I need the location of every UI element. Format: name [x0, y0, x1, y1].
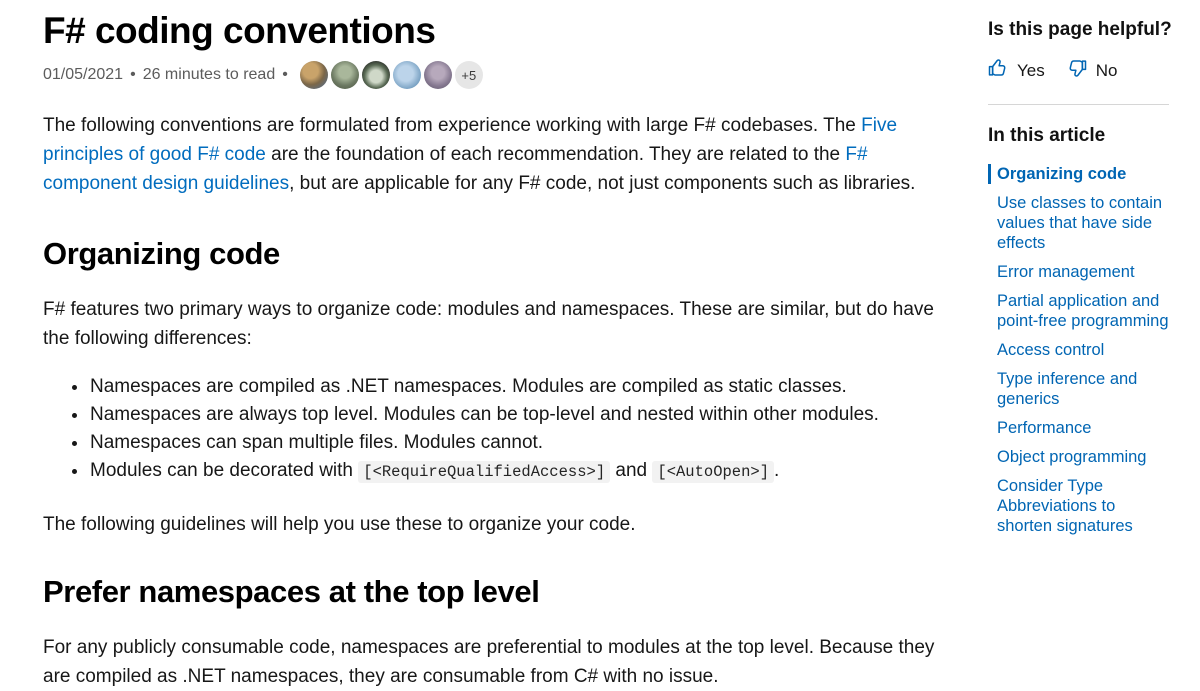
heading-prefer-namespaces: Prefer namespaces at the top level [43, 574, 540, 609]
link-component-design-guidelines[interactable]: F# component design guidelines [43, 144, 868, 194]
thumbs-up-icon [988, 58, 1008, 83]
list-item-text: Modules can be decorated with [90, 460, 359, 481]
intro-text: The following conventions are formulated from experience working with large F# codebases. The [43, 115, 862, 136]
meta-separator: • [282, 66, 288, 83]
feedback-yes-button[interactable] [988, 58, 1045, 83]
toc-title: In this article [988, 125, 1106, 146]
contributor-avatar[interactable] [424, 61, 452, 89]
intro-text: are the foundation of each recommendation. They are related to the [265, 144, 846, 165]
feedback-no-label: No [1095, 60, 1118, 80]
sidebar-divider [988, 104, 1169, 105]
contributor-avatar[interactable] [362, 61, 390, 89]
publish-date: 01/05/2021 [43, 66, 124, 83]
toc-item-type-abbreviations[interactable]: Consider Type Abbreviations to shorten signatures [997, 477, 1133, 535]
feedback-buttons [988, 58, 1174, 83]
toc-list [988, 164, 1174, 536]
contributor-avatars [300, 61, 483, 89]
code-require-qualified-access: [<RequireQualifiedAccess>] [358, 461, 610, 483]
organizing-code-paragraph: F# features two primary ways to organize code: modules and namespaces. These are similar, but do have the following differences: [43, 299, 934, 349]
prefer-namespaces-paragraph: For any publicly consumable code, namespaces are preferential to modules at the top level. Because they are compiled as .NET namespaces, they are consumable from C# with no issue. [43, 637, 935, 687]
differences-list [43, 373, 936, 486]
read-time: 26 minutes to read [142, 66, 276, 83]
toc-item-access-control[interactable]: Access control [997, 341, 1105, 359]
list-item [89, 457, 936, 486]
list-item-text: and [610, 460, 653, 481]
page-title: F# coding conventions [43, 10, 436, 51]
contributor-avatar[interactable] [300, 61, 328, 89]
more-contributors-badge[interactable]: +5 [455, 61, 483, 89]
intro-paragraph [43, 111, 936, 198]
toc-item-use-classes[interactable]: Use classes to contain values that have side effects [997, 194, 1163, 252]
link-five-principles[interactable]: Five principles of good F# code [43, 115, 898, 165]
right-sidebar [988, 18, 1174, 545]
toc-item-error-management[interactable]: Error management [997, 263, 1135, 281]
list-item: • Namespaces are compiled as .NET namespaces. Modules are compiled as static classes. [89, 373, 936, 401]
code-auto-open: [<AutoOpen>] [652, 461, 774, 483]
meta-separator: • [130, 66, 136, 83]
article-content [43, 8, 936, 691]
contributor-avatar[interactable] [331, 61, 359, 89]
thumbs-down-icon [1067, 58, 1087, 83]
toc-item-performance[interactable]: Performance [997, 419, 1092, 437]
list-item-text: . [774, 460, 780, 481]
feedback-no-button[interactable] [1067, 58, 1118, 83]
guidelines-paragraph: The following guidelines will help you use these to organize your code. [43, 514, 636, 535]
article-meta [43, 60, 936, 90]
heading-organizing-code: Organizing code [43, 236, 280, 271]
intro-text: , but are applicable for any F# code, not just components such as libraries. [289, 173, 916, 194]
feedback-title: Is this page helpful? [988, 19, 1172, 40]
toc-item-partial-application[interactable]: Partial application and point-free programming [997, 292, 1169, 330]
toc-item-organizing-code[interactable]: Organizing code [988, 164, 1174, 184]
contributor-avatar[interactable] [393, 61, 421, 89]
toc-item-type-inference[interactable]: Type inference and generics [997, 370, 1138, 408]
feedback-yes-label: Yes [1017, 60, 1045, 80]
list-item: • Namespaces can span multiple files. Modules cannot. [89, 429, 936, 457]
toc-item-object-programming[interactable]: Object programming [997, 448, 1147, 466]
list-item: • Namespaces are always top level. Modules can be top-level and nested within other modules. [89, 401, 936, 429]
